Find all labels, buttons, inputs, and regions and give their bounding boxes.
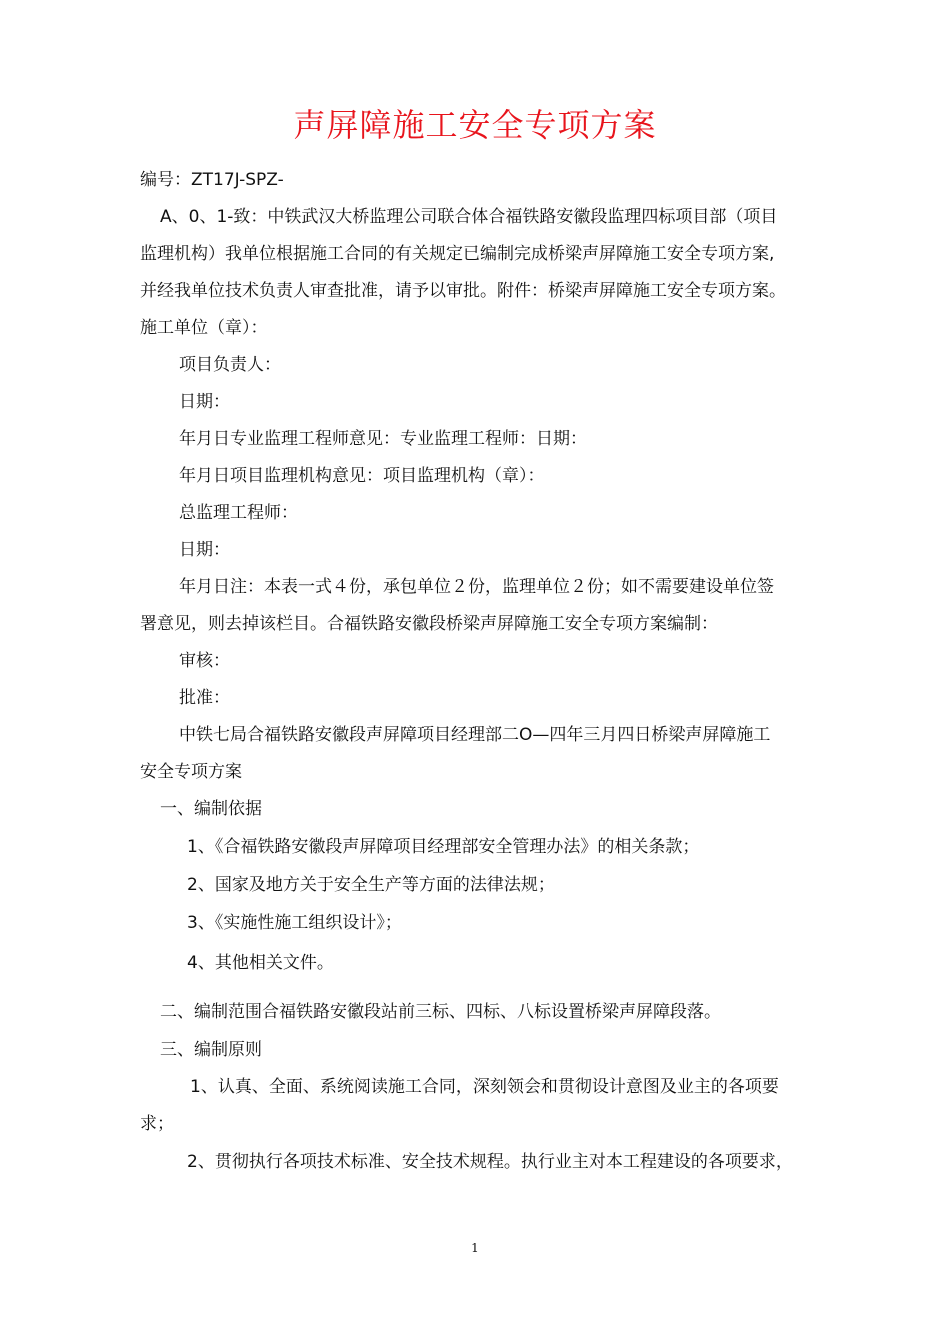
body-line: 年月日注：本表一式４份，承包单位２份，监理单位２份；如不需要建设单位签 <box>179 577 774 597</box>
list-item: 2、国家及地方关于安全生产等方面的法律法规； <box>187 875 555 895</box>
body-line: 总监理工程师： <box>179 503 298 523</box>
body-line: 署意见，则去掉该栏目。合福铁路安徽段桥梁声屏障施工安全专项方案编制： <box>140 614 718 634</box>
page-number: 1 <box>471 1241 479 1255</box>
document-title: 声屏障施工安全专项方案 <box>293 106 657 144</box>
body-line: 日期： <box>179 540 230 560</box>
body-line: 并经我单位技术负责人审查批准，请予以审批。附件：桥梁声屏障施工安全专项方案。 <box>140 281 786 301</box>
section-heading: 二、编制范围合福铁路安徽段站前三标、四标、八标设置桥梁声屏障段落。 <box>160 1002 721 1022</box>
doc-number-line: 编号：ZT17J-SPZ- <box>140 170 284 190</box>
list-item: 3、《实施性施工组织设计》； <box>187 913 402 933</box>
body-line: 安全专项方案 <box>140 762 242 782</box>
body-line: 年月日专业监理工程师意见：专业监理工程师：日期： <box>179 429 587 449</box>
list-item: 4、其他相关文件。 <box>187 953 334 973</box>
list-item: 1、认真、全面、系统阅读施工合同，深刻领会和贯彻设计意图及业主的各项要 <box>190 1077 779 1097</box>
list-item: 求； <box>140 1114 174 1134</box>
body-line: 批准： <box>179 688 230 708</box>
body-line: 日期： <box>179 392 230 412</box>
body-line: 中铁七局合福铁路安徽段声屏障项目经理部二O—四年三月四日桥梁声屏障施工 <box>179 725 771 745</box>
body-line: A、0、1-致：中铁武汉大桥监理公司联合体合福铁路安徽段监理四标项目部（项目 <box>160 207 778 227</box>
list-item: 1、《合福铁路安徽段声屏障项目经理部安全管理办法》的相关条款； <box>187 837 700 857</box>
body-line: 施工单位（章）： <box>140 318 268 338</box>
body-line: 监理机构）我单位根据施工合同的有关规定已编制完成桥梁声屏障施工安全专项方案, <box>140 244 775 264</box>
body-line: 项目负责人： <box>179 355 281 375</box>
body-line: 年月日项目监理机构意见：项目监理机构（章）： <box>179 466 545 486</box>
list-item: 2、贯彻执行各项技术标准、安全技术规程。执行业主对本工程建设的各项要求， <box>187 1152 793 1172</box>
section-heading: 三、编制原则 <box>160 1040 262 1060</box>
body-line: 审核： <box>179 651 230 671</box>
section-heading: 一、编制依据 <box>160 799 262 819</box>
